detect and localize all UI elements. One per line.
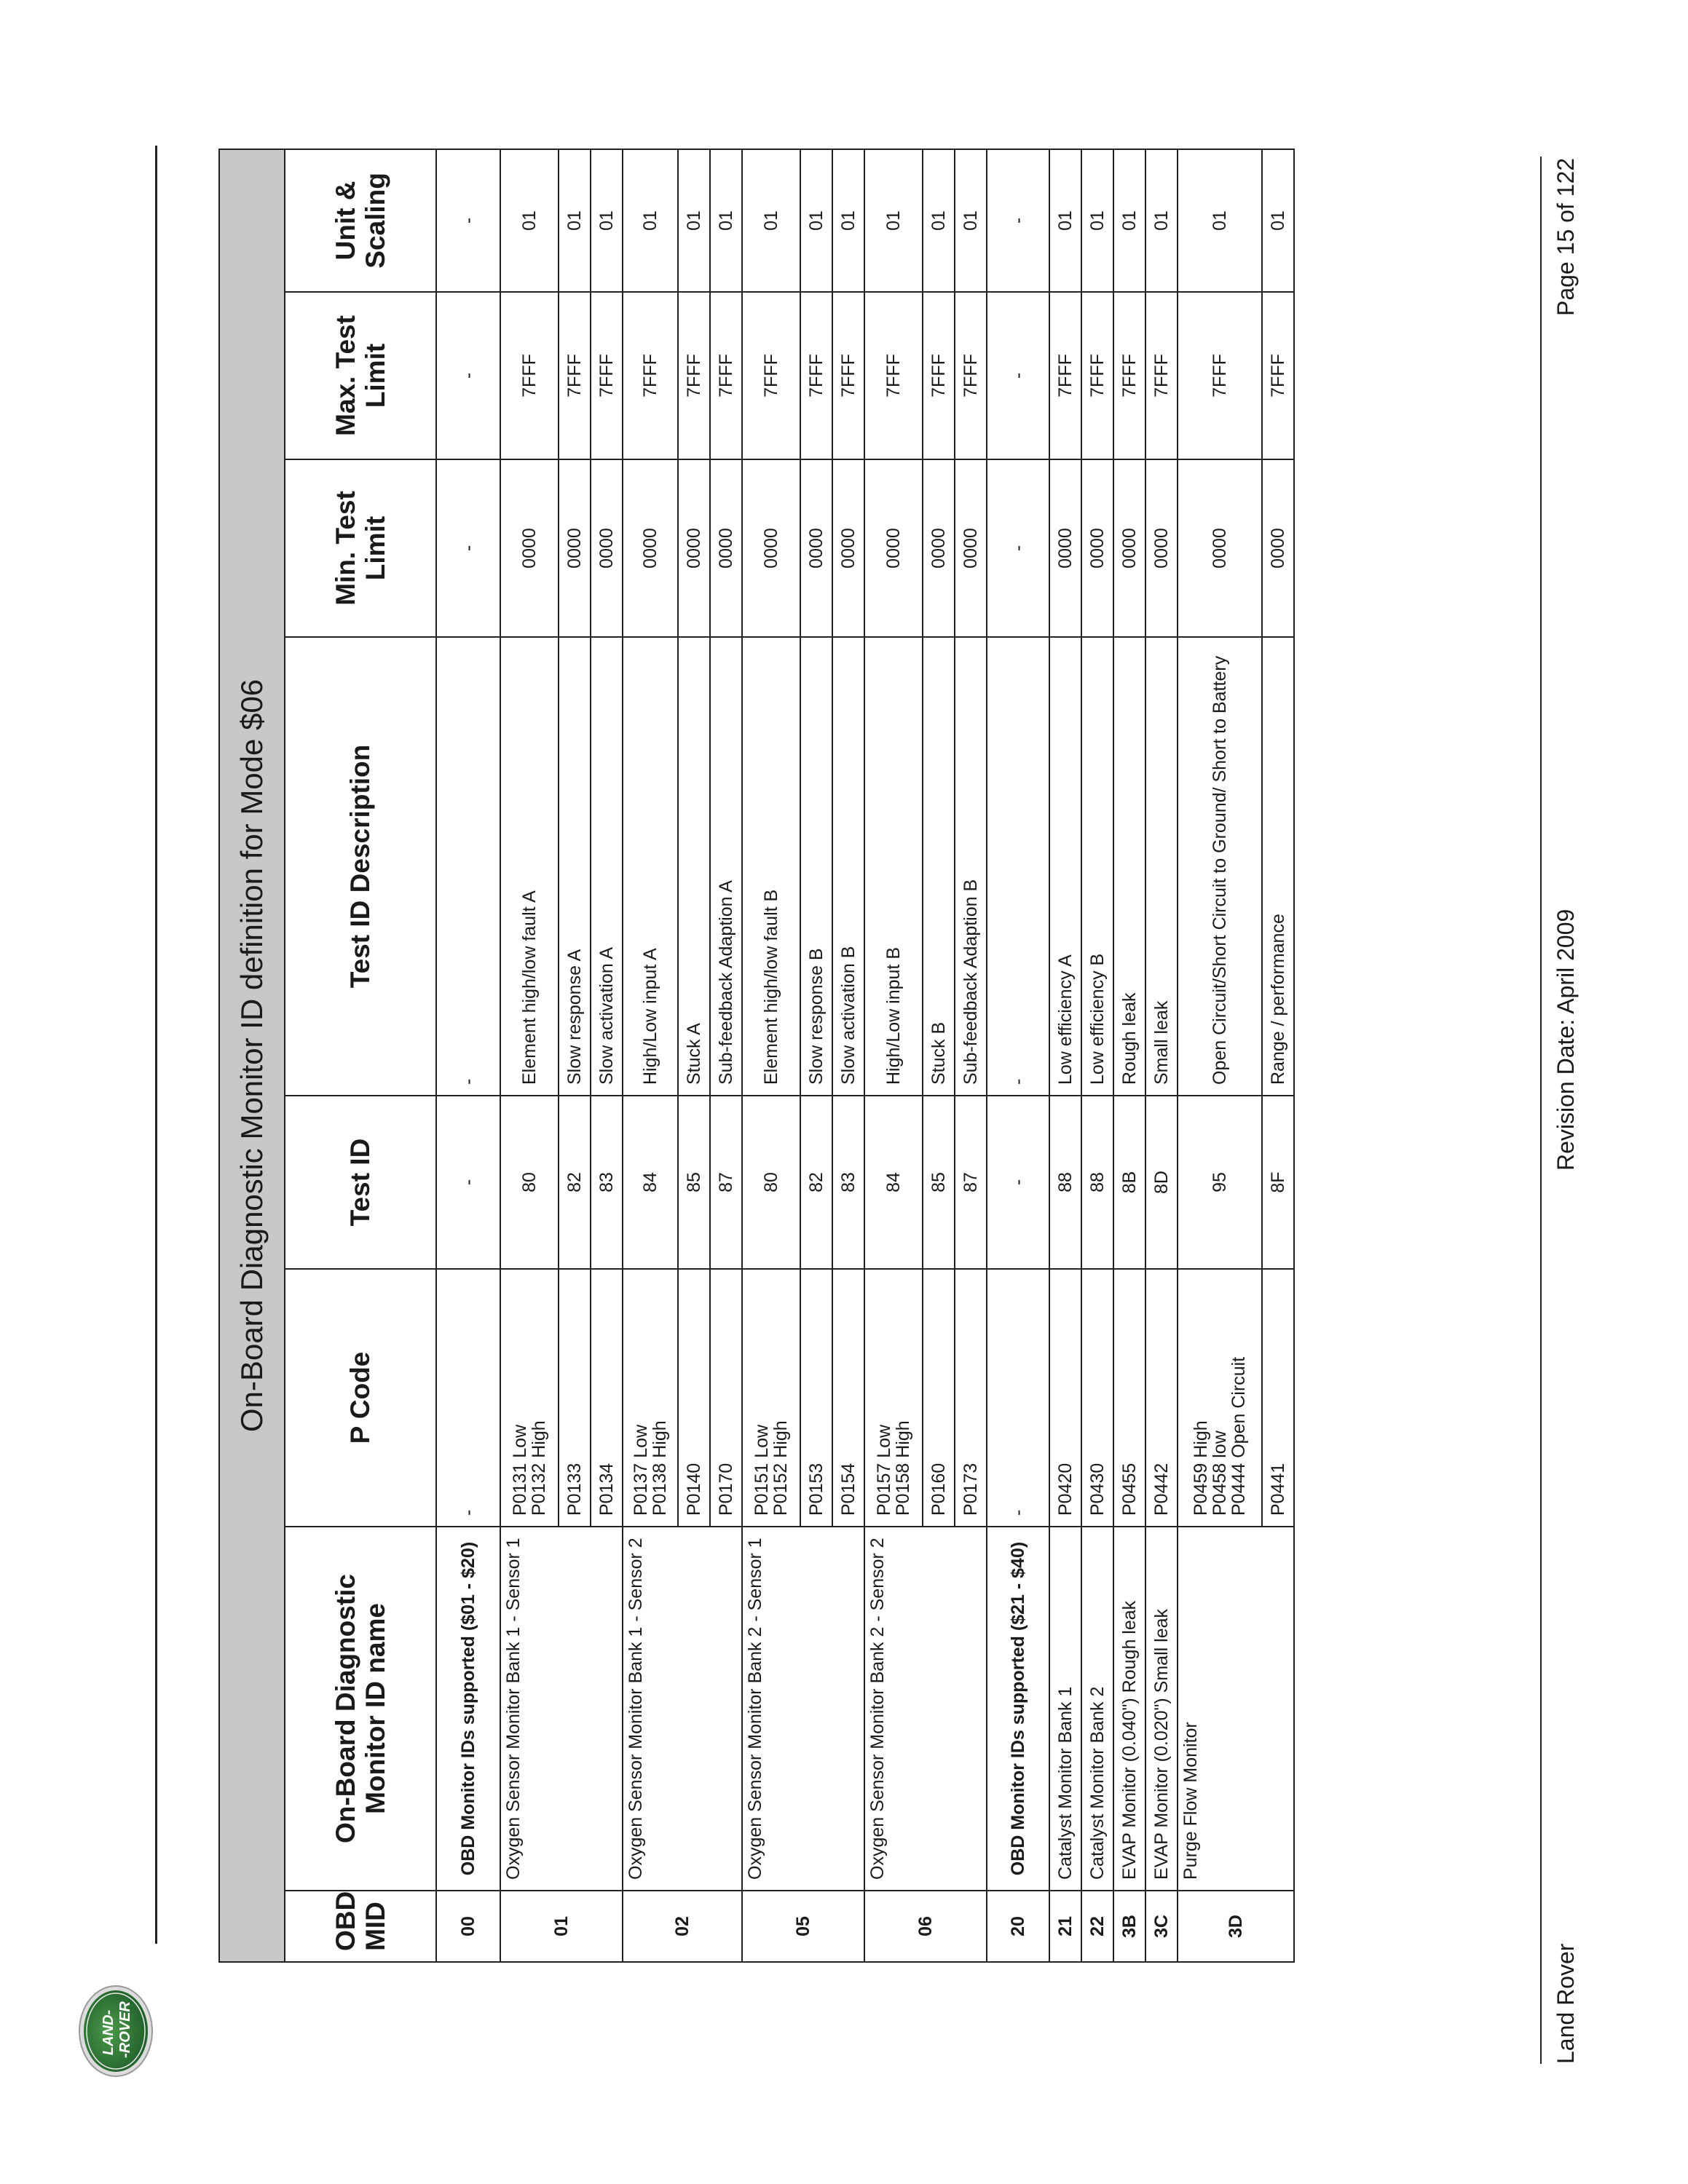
test-description-cell: Slow response B [800,637,832,1096]
obd-mid-cell: 22 [1081,1891,1113,1962]
unit-scaling-cell: - [436,149,500,292]
unit-scaling-cell: 01 [742,149,800,292]
table-body [436,149,1294,1962]
test-description-cell: Small leak [1145,637,1178,1096]
test-id-cell: 80 [742,1096,800,1269]
max-limit-cell: 7FFF [923,292,955,459]
max-limit-cell: 7FFF [678,292,710,459]
obd-mid-cell: 21 [1049,1891,1081,1962]
column-header: Min. Test Limit [285,459,436,637]
table-row [864,149,923,1962]
p-code-cell: - [436,1269,500,1527]
table-row [1145,149,1178,1962]
monitor-id-table [218,149,1295,1963]
max-limit-cell: 7FFF [623,292,678,459]
min-limit-cell: 0000 [1081,459,1113,637]
min-limit-cell: 0000 [678,459,710,637]
monitor-name-cell: Oxygen Sensor Monitor Bank 2 - Sensor 1 [742,1527,864,1891]
table-row [500,149,559,1962]
p-code-cell: P0131 Low P0132 High [500,1269,559,1527]
logo-line-2: -ROVER [117,2001,133,2058]
min-limit-cell: 0000 [500,459,559,637]
p-code-cell: P0133 [559,1269,591,1527]
test-id-cell: 88 [1081,1096,1113,1269]
test-id-cell: 84 [623,1096,678,1269]
column-header: Unit & Scaling [285,149,436,292]
max-limit-cell: 7FFF [710,292,742,459]
monitor-name-cell: OBD Monitor IDs supported ($01 - $20) [436,1527,500,1891]
min-limit-cell: 0000 [591,459,623,637]
p-code-cell: P0420 [1049,1269,1081,1527]
test-description-cell: Stuck A [678,637,710,1096]
p-code-cell: P0173 [955,1269,987,1527]
obd-mid-cell: 20 [987,1891,1049,1962]
min-limit-cell: - [436,459,500,637]
max-limit-cell: 7FFF [1113,292,1145,459]
obd-mid-cell: 3D [1178,1891,1294,1962]
min-limit-cell: - [987,459,1049,637]
obd-mid-cell: 3B [1113,1891,1145,1962]
p-code-cell: - [987,1269,1049,1527]
test-description-cell: Sub-feedback Adaption B [955,637,987,1096]
min-limit-cell: 0000 [1113,459,1145,637]
max-limit-cell: 7FFF [955,292,987,459]
min-limit-cell: 0000 [955,459,987,637]
column-header-row [285,149,436,1962]
max-limit-cell: 7FFF [1081,292,1113,459]
monitor-name-cell: OBD Monitor IDs supported ($21 - $40) [987,1527,1049,1891]
unit-scaling-cell: 01 [923,149,955,292]
table-row [1178,149,1262,1962]
test-id-cell: 80 [500,1096,559,1269]
test-id-cell: 87 [955,1096,987,1269]
p-code-cell: P0153 [800,1269,832,1527]
test-id-cell: 82 [559,1096,591,1269]
unit-scaling-cell: - [987,149,1049,292]
test-description-cell: High/Low input A [623,637,678,1096]
max-limit-cell: 7FFF [742,292,800,459]
test-description-cell: Slow response A [559,637,591,1096]
footer-right: Page 15 of 122 [1553,157,1579,316]
min-limit-cell: 0000 [1178,459,1262,637]
p-code-cell: P0170 [710,1269,742,1527]
test-description-cell: Low efficiency B [1081,637,1113,1096]
p-code-cell: P0455 [1113,1269,1145,1527]
table-row [742,149,800,1962]
obd-mid-cell: 00 [436,1891,500,1962]
max-limit-cell: 7FFF [500,292,559,459]
test-id-cell: 85 [678,1096,710,1269]
max-limit-cell: 7FFF [1145,292,1178,459]
unit-scaling-cell: 01 [678,149,710,292]
unit-scaling-cell: 01 [1049,149,1081,292]
monitor-name-cell: EVAP Monitor (0.020") Small leak [1145,1527,1178,1891]
test-description-cell: High/Low input B [864,637,923,1096]
min-limit-cell: 0000 [800,459,832,637]
min-limit-cell: 0000 [1145,459,1178,637]
unit-scaling-cell: 01 [832,149,864,292]
test-description-cell: - [436,637,500,1096]
unit-scaling-cell: 01 [500,149,559,292]
test-description-cell: - [987,637,1049,1096]
header-rule [155,146,157,1944]
test-id-cell: 85 [923,1096,955,1269]
column-header: On-Board Diagnostic Monitor ID name [285,1527,436,1891]
monitor-name-cell: Purge Flow Monitor [1178,1527,1294,1891]
table-row [987,149,1049,1962]
p-code-cell: P0442 [1145,1269,1178,1527]
test-description-cell: Open Circuit/Short Circuit to Ground/ Short to Battery [1178,637,1262,1096]
land-rover-logo [76,1984,155,2078]
obd-mid-cell: 02 [623,1891,742,1962]
p-code-cell: P0134 [591,1269,623,1527]
max-limit-cell: 7FFF [832,292,864,459]
unit-scaling-cell: 01 [710,149,742,292]
p-code-cell: P0459 High P0458 low P0444 Open Circuit [1178,1269,1262,1527]
max-limit-cell: 7FFF [1262,292,1294,459]
max-limit-cell: 7FFF [1178,292,1262,459]
p-code-cell: P0140 [678,1269,710,1527]
p-code-cell: P0137 Low P0138 High [623,1269,678,1527]
monitor-name-cell: Oxygen Sensor Monitor Bank 1 - Sensor 1 [500,1527,623,1891]
p-code-cell: P0160 [923,1269,955,1527]
table-row [1049,149,1081,1962]
unit-scaling-cell: 01 [591,149,623,292]
column-header: P Code [285,1269,436,1527]
p-code-cell: P0157 Low P0158 High [864,1269,923,1527]
unit-scaling-cell: 01 [1262,149,1294,292]
test-description-cell: Rough leak [1113,637,1145,1096]
p-code-cell: P0154 [832,1269,864,1527]
p-code-cell: P0151 Low P0152 High [742,1269,800,1527]
logo-line-1: LAND- [100,2009,117,2056]
test-id-cell: 87 [710,1096,742,1269]
unit-scaling-cell: 01 [623,149,678,292]
test-id-cell: 83 [591,1096,623,1269]
max-limit-cell: 7FFF [864,292,923,459]
test-id-cell: 88 [1049,1096,1081,1269]
test-description-cell: Slow activation A [591,637,623,1096]
column-header: Max. Test Limit [285,292,436,459]
obd-mid-cell: 01 [500,1891,623,1962]
unit-scaling-cell: 01 [1145,149,1178,292]
test-description-cell: Element high/low fault A [500,637,559,1096]
min-limit-cell: 0000 [742,459,800,637]
table-row [1113,149,1145,1962]
monitor-name-cell: Catalyst Monitor Bank 1 [1049,1527,1081,1891]
max-limit-cell: 7FFF [591,292,623,459]
table-row [623,149,678,1962]
p-code-cell: P0430 [1081,1269,1113,1527]
column-header: Test ID [285,1096,436,1269]
unit-scaling-cell: 01 [1113,149,1145,292]
max-limit-cell: 7FFF [800,292,832,459]
unit-scaling-cell: 01 [1178,149,1262,292]
table-title: On-Board Diagnostic Monitor ID definition for Mode $06 [219,149,285,1962]
table-row [1081,149,1113,1962]
footer-left: Land Rover [1553,1943,1579,2064]
test-id-cell: 82 [800,1096,832,1269]
monitor-name-cell: EVAP Monitor (0.040") Rough leak [1113,1527,1145,1891]
min-limit-cell: 0000 [923,459,955,637]
unit-scaling-cell: 01 [1081,149,1113,292]
min-limit-cell: 0000 [710,459,742,637]
test-id-cell: 8D [1145,1096,1178,1269]
max-limit-cell: - [436,292,500,459]
min-limit-cell: 0000 [623,459,678,637]
test-id-cell: - [987,1096,1049,1269]
column-header: Test ID Description [285,637,436,1096]
test-id-cell: 8F [1262,1096,1294,1269]
test-id-cell: 83 [832,1096,864,1269]
test-id-cell: 95 [1178,1096,1262,1269]
max-limit-cell: - [987,292,1049,459]
unit-scaling-cell: 01 [559,149,591,292]
min-limit-cell: 0000 [832,459,864,637]
min-limit-cell: 0000 [1049,459,1081,637]
min-limit-cell: 0000 [559,459,591,637]
min-limit-cell: 0000 [1262,459,1294,637]
test-description-cell: Low efficiency A [1049,637,1081,1096]
min-limit-cell: 0000 [864,459,923,637]
unit-scaling-cell: 01 [864,149,923,292]
unit-scaling-cell: 01 [800,149,832,292]
monitor-name-cell: Oxygen Sensor Monitor Bank 2 - Sensor 2 [864,1527,987,1891]
test-id-cell: 84 [864,1096,923,1269]
monitor-name-cell: Catalyst Monitor Bank 2 [1081,1527,1113,1891]
max-limit-cell: 7FFF [1049,292,1081,459]
column-header: OBD MID [285,1891,436,1962]
test-description-cell: Slow activation B [832,637,864,1096]
test-description-cell: Range / performance [1262,637,1294,1096]
test-id-cell: 8B [1113,1096,1145,1269]
obd-mid-cell: 3C [1145,1891,1178,1962]
p-code-cell: P0441 [1262,1269,1294,1527]
test-description-cell: Sub-feedback Adaption A [710,637,742,1096]
max-limit-cell: 7FFF [559,292,591,459]
test-description-cell: Stuck B [923,637,955,1096]
monitor-name-cell: Oxygen Sensor Monitor Bank 1 - Sensor 2 [623,1527,742,1891]
footer-rule [1540,157,1542,2064]
test-description-cell: Element high/low fault B [742,637,800,1096]
test-id-cell: - [436,1096,500,1269]
obd-mid-cell: 05 [742,1891,864,1962]
obd-mid-cell: 06 [864,1891,987,1962]
unit-scaling-cell: 01 [955,149,987,292]
table-row [436,149,500,1962]
footer-center: Revision Date: April 2009 [1553,909,1579,1171]
